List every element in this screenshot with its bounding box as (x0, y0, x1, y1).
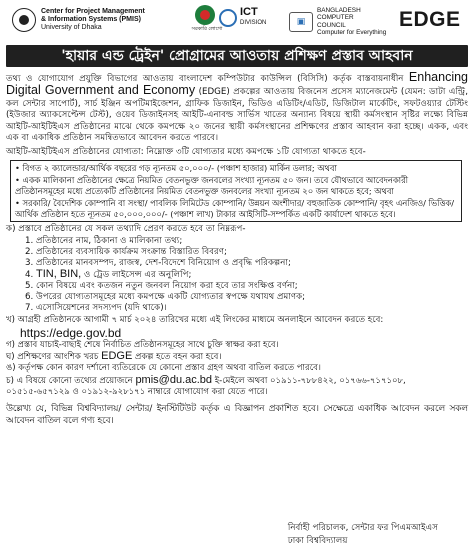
eligibility-text: একক মালিকানা প্রতিষ্ঠানের ক্ষেত্রে নিয়মিত বেতনভুক্ত জনবলের সংখ্যা ন্যূনতম ৫০ জন। তবে যৌথভাবে আবেদনকারী প্রতিষ্ঠানসমূহের মধ্যে প্রত্যেকটি প্রতিষ্ঠানের নিয়মিত বেতনভুক্ত জনবলের সংখ্যা ন্যূনতম ২০ জন থাকতে হবে; অথবা (15, 175, 409, 197)
note-cha (6, 375, 468, 398)
bcc-line-2: COMPUTER (317, 14, 354, 22)
eligibility-text: বিগত ২ ক্যালেন্ডার/আর্থিক বছরের গড় ন্যূনতম ৫০,০০০/- (পঞ্চাশ হাজার) মার্কিন ডলার; অথবা (22, 163, 337, 174)
document-item (36, 247, 468, 258)
cpmis-line-2: & Information Systems (PMIS) (41, 16, 141, 23)
document-text: প্রতিষ্ঠানের নাম, ঠিকানা ও মালিকানা তথ্য; (36, 235, 183, 246)
cpmis-line-1: Center for Project Management (41, 8, 145, 15)
note-cha-pre: চ) এ বিষয়ে কোনো তথ্যের প্রয়োজনে (6, 375, 136, 386)
note-gha-post: প্রকল্প হতে বহন করা হবে। (132, 352, 222, 363)
document-text: এসোসিয়েশনের সদস্যপদ (যদি থাকে)। (36, 302, 167, 313)
eligibility-item: • সরকারি/ বৈদেশিক কোম্পানি বা সংস্থা/ পাবলিক লিমিটেড কোম্পানি/ উন্নয়ন অংশীদার/ বহুজাতিক কোম্পানি/ বৃহৎ এনজিও/ ভিত্তিক/ আর্থিক প্রতিষ্ঠান হতে ন্যূনতম ৫০,০০০,০০০/- (পঞ্চাশ লাখ) টাকার আইসিটি-সম্পর্কিত একটি কার্যাদেশ থাকতে হবে। (15, 197, 455, 219)
signatory-title: নির্বাহী পরিচালক, সেন্টার ফর পিএমআইএস (287, 523, 438, 533)
eligibility-box (10, 160, 462, 222)
signatory-institution: ঢাকা বিশ্ববিদ্যালয় (287, 536, 348, 546)
documents-list (6, 236, 468, 314)
note-gha-pre: ঘ) প্রশিক্ষণের আংশিক খরচ (6, 352, 102, 363)
document-item (36, 236, 468, 247)
intro-part-2: (EDGE) প্রকল্পের আওতায় বিজনেস প্রসেস ম্যানেজমেন্ট (যেমন: ডাটা এন্ট্রি, কল সেন্টার সাপোর্ট), সার্চ ইঞ্জিন অপটিমাইজেশন, গ্রাফিক ডিজাইন, ভিডিও এডিটিং/এডিট, ডিজিটাল মার্কেটিং, সফটওয়্যার টেস্টিং (ইউজার অ্যাকসেপ্টেন্স টেস্ট), ওয়েব ডিজাইনসহ আইটি-এনাবল্ড সার্ভিস খাতের অন্যান্য বিষয়ে স্থায়ী কর্মসংস্থান সৃষ্টির লক্ষ্যে বিভিন্ন আইটি-আইটিইএস প্রতিষ্ঠানের মাঝে থেকে কমপক্ষে ২০ জনের স্থায়ী কর্মসংস্থানের প্রশিক্ষণের প্রস্তাব আহবান করা হচ্ছে। একক, এবং এক বা একাধিক প্রতিষ্ঠান সমন্বিতভাবে আবেদন করতে পারবে। (6, 87, 468, 144)
eligibility-item: • বিগত ২ ক্যালেন্ডার/আর্থিক বছরের গড় ন্যূনতম ৫০,০০০/- (পঞ্চাশ হাজার) মার্কিন ডলার; অথবা (15, 163, 337, 174)
bcc-mark-icon: ▣ (289, 12, 313, 32)
note-kha: খ) আগ্রহী প্রতিষ্ঠানকে আগামী ৭ মার্চ ২০২৪ তারিখের মধ্যে এই লিংকের মাধ্যমে অনলাইনে আবেদন করতে হবে: (6, 314, 384, 325)
cpmis-logo (12, 8, 145, 32)
bcc-line-4: Computer for Everything (317, 29, 387, 37)
bcc-line-1: BANGLADESH (317, 7, 361, 14)
notes-section (6, 315, 468, 398)
document-item (36, 269, 468, 281)
note-gha (6, 351, 468, 363)
university-seal-icon (12, 8, 36, 32)
document-item (36, 258, 468, 269)
eligibility-heading: আইটি-আইটিইএস প্রতিষ্ঠানের যোগ্যতা: নিম্নোক্ত ৩টি যোগ্যতার মধ্যে কমপক্ষে ১টি যোগ্যতা থাকতে হবে- (6, 147, 366, 158)
note-ga: গ) প্রস্তাব যাচাই-বাছাই শেষে নির্বাচিত প্রতিষ্ঠানসমূহের সাথে চুক্তি স্বাক্ষর করা হবে। (6, 340, 279, 351)
document-item (36, 292, 468, 303)
intro-part-1: তথ্য ও যোগাযোগ প্রযুক্তি বিভাগের আওতায় বাংলাদেশ কম্পিউটার কাউন্সিল (বিসিসি) কর্তৃক বাস্তবায়নাধীন (6, 74, 409, 84)
eligibility-item: • একক মালিকানা প্রতিষ্ঠানের ক্ষেত্রে নিয়মিত বেতনভুক্ত জনবলের সংখ্যা ন্যূনতম ৫০ জন। তবে যৌথভাবে আবেদনকারী প্রতিষ্ঠানসমূহের মধ্যে প্রত্যেকটি প্রতিষ্ঠানের নিয়মিত বেতনভুক্ত জনবলের সংখ্যা ন্যূনতম ২০ জন থাকতে হবে; অথবা (15, 175, 409, 197)
document-text: ও ট্রেড লাইসেন্স এর অনুলিপি; (81, 269, 192, 280)
signature-block (288, 522, 438, 548)
ict-mark-icon (219, 9, 237, 27)
ict-sub: DIVISION (240, 20, 267, 26)
logo-bar (6, 3, 468, 43)
eligibility-text: সরকারি/ বৈদেশিক কোম্পানি বা সংস্থা/ পাবলিক লিমিটেড কোম্পানি/ উন্নয়ন অংশীদার/ বহুজাতিক কোম্পানি/ বৃহৎ এনজিও/ ভিত্তিক/ আর্থিক প্রতিষ্ঠান হতে ন্যূনতম ৫০,০০০,০০০/- (পঞ্চাশ লাখ) টাকার আইসিটি-সম্পর্কিত একটি কার্যাদেশ থাকতে হবে। (15, 197, 455, 219)
government-emblem-caption: সরকারি লোগো (191, 26, 223, 32)
cpmis-line-3: University of Dhaka (41, 24, 102, 31)
bcc-logo (289, 7, 386, 37)
document-text: কোন বিষয়ে এবং কতজন নতুন জনবল নিয়োগ করা হবে তার সংক্ষিপ্ত বর্ণনা; (36, 280, 298, 291)
document-item (36, 303, 468, 314)
note-uma: ঙ) কর্তৃপক্ষ কোন কারণ দর্শানো ব্যতিরেকে যে কোনো প্রস্তাব গ্রহণ অথবা বাতিল করতে পারবে। (6, 363, 321, 374)
cpmis-name (41, 8, 145, 32)
ict-text (240, 7, 266, 29)
document-item (36, 281, 468, 292)
closing-remark: উল্লেখ্য যে, বিভিন্ন বিশ্ববিদ্যালয়/ সেন্টার/ ইনস্টিটিউট কর্তৃক এ বিজ্ঞাপন প্রকাশিত হবে। সেক্ষেত্রে একাধিক আবেদন করলে সকল আবেদন বাতিল বলে গণ্য হবে। (6, 404, 468, 427)
government-emblem-icon (195, 5, 215, 25)
document-text: উপরের যোগ্যতাসমূহের মধ্যে কমপক্ষে একটি যোগ্যতার স্বপক্ষে যথাযথ প্রমাণক; (36, 291, 306, 302)
notice-title-banner: 'হায়ার এন্ড ট্রেইন' প্রোগ্রামের আওতায় প্রশিক্ষণ প্রস্তাব আহবান (6, 45, 468, 67)
note-gha-edge: EDGE (101, 350, 133, 363)
documents-heading: ক) প্রস্তাবে প্রতিষ্ঠানের যে সকল তথ্যাদি প্রেরণ করতে হবে তা নিম্নরূপ- (6, 224, 246, 235)
edge-logo: EDGE (399, 8, 461, 31)
ict-name: ICT (240, 6, 258, 18)
note-cha-post: ই-মেইলে অথবা ০১৯১১-৭৮৮৪২২, ০১৭৬৬-৭১৭১০৮, ০১৫১৫-৬৫৭১২৯ ও ০১৯১২-৯২৮১৭১ নাম্বারে যোগাযোগ করা যেতে পারে। (6, 375, 406, 397)
intro-paragraph (6, 72, 468, 144)
intro-project-name: Enhancing Digital Government and Economy (6, 70, 468, 98)
ict-division-logo (219, 7, 266, 29)
document-text: প্রতিষ্ঠানের ব্যবসায়িক কার্যক্রম সংক্রান্ত বিস্তারিত বিবরণ; (36, 246, 227, 257)
bcc-line-3: COUNCIL (317, 21, 346, 29)
application-link[interactable]: https://edge.gov.bd (20, 326, 122, 341)
document-text: প্রতিষ্ঠানের মানবসম্পদ, রাজস্ব, দেশ-বিদেশে বিনিয়োগ ও প্রবৃদ্ধি পরিকল্পনা; (36, 257, 291, 268)
contact-email-link[interactable]: pmis@du.ac.bd (135, 373, 213, 386)
bcc-text (317, 7, 386, 37)
document-tin-bin: TIN, BIN, (36, 267, 82, 280)
